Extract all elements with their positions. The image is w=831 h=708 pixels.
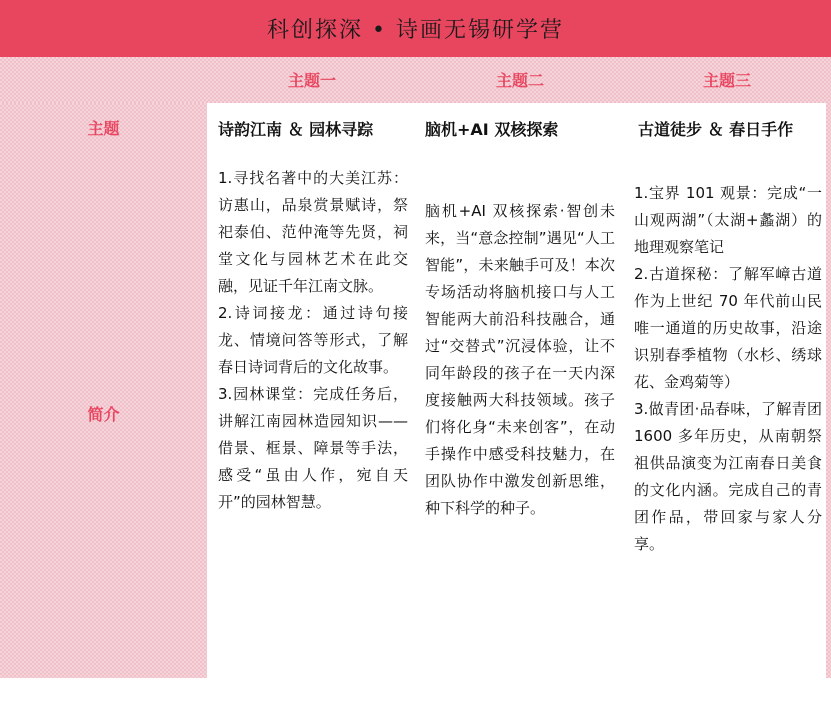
theme-3-description: 1.宝界 101 观景：完成“一山观两湖”（太湖+蠡湖）的地理观察笔记 2.古道探秘：了解军嶂古道作为上世纪 70 年代前山民唯一通道的历史故事，沿途识别春季植物（水杉、绣球花、金鸡菊等） 3.做青团·品春味，了解青团 1600 多年历史，从南朝祭祖供品演变为江南春日美食的文化内涵。完成自己的青团作品，带回家与家人分享。 xyxy=(634,184,822,553)
row-label-theme: 主题 xyxy=(87,119,120,138)
page-banner xyxy=(0,0,831,57)
theme-1-title: 诗韵江南 ＆ 园林寻踪 xyxy=(218,120,374,139)
header-theme-2: 主题二 xyxy=(495,71,544,90)
theme-3-title: 古道徒步 ＆ 春日手作 xyxy=(638,120,794,139)
header-theme-3: 主题三 xyxy=(702,71,751,90)
theme-1-description: 1.寻找名著中的大美江苏：访惠山，品泉赏景赋诗，祭祀泰伯、范仲淹等先贤，祠堂文化与园林艺术在此交融，见证千年江南文脉。 2.诗词接龙：通过诗句接龙、情境问答等形式，了解春日诗词背后的文化故事。 3.园林课堂：完成任务后，讲解江南园林造园知识——借景、框景、障景等手法，感受“虽由人作，宛自天开”的园林智慧。 xyxy=(218,169,408,511)
theme-2-description: 脑机+AI 双核探索·智创未来，当“意念控制”遇见“人工智能”，未来触手可及！本次专场活动将脑机接口与人工智能两大前沿科技融合，通过“交替式”沉浸体验，让不同年龄段的孩子在一天内深度接触两大科技领域。孩子们将化身“未来创客”，在动手操作中感受科技魅力，在团队协作中激发创新思维，种下科学的种子。 xyxy=(425,202,615,517)
row-label-intro: 简介 xyxy=(87,405,120,424)
row-label-band xyxy=(0,103,207,678)
right-edge-band xyxy=(826,103,831,678)
header-theme-1: 主题一 xyxy=(287,71,336,90)
theme-2-title: 脑机+AI 双核探索 xyxy=(425,120,559,139)
banner-title: 科创探深 • 诗画无锡研学营 xyxy=(267,18,564,43)
